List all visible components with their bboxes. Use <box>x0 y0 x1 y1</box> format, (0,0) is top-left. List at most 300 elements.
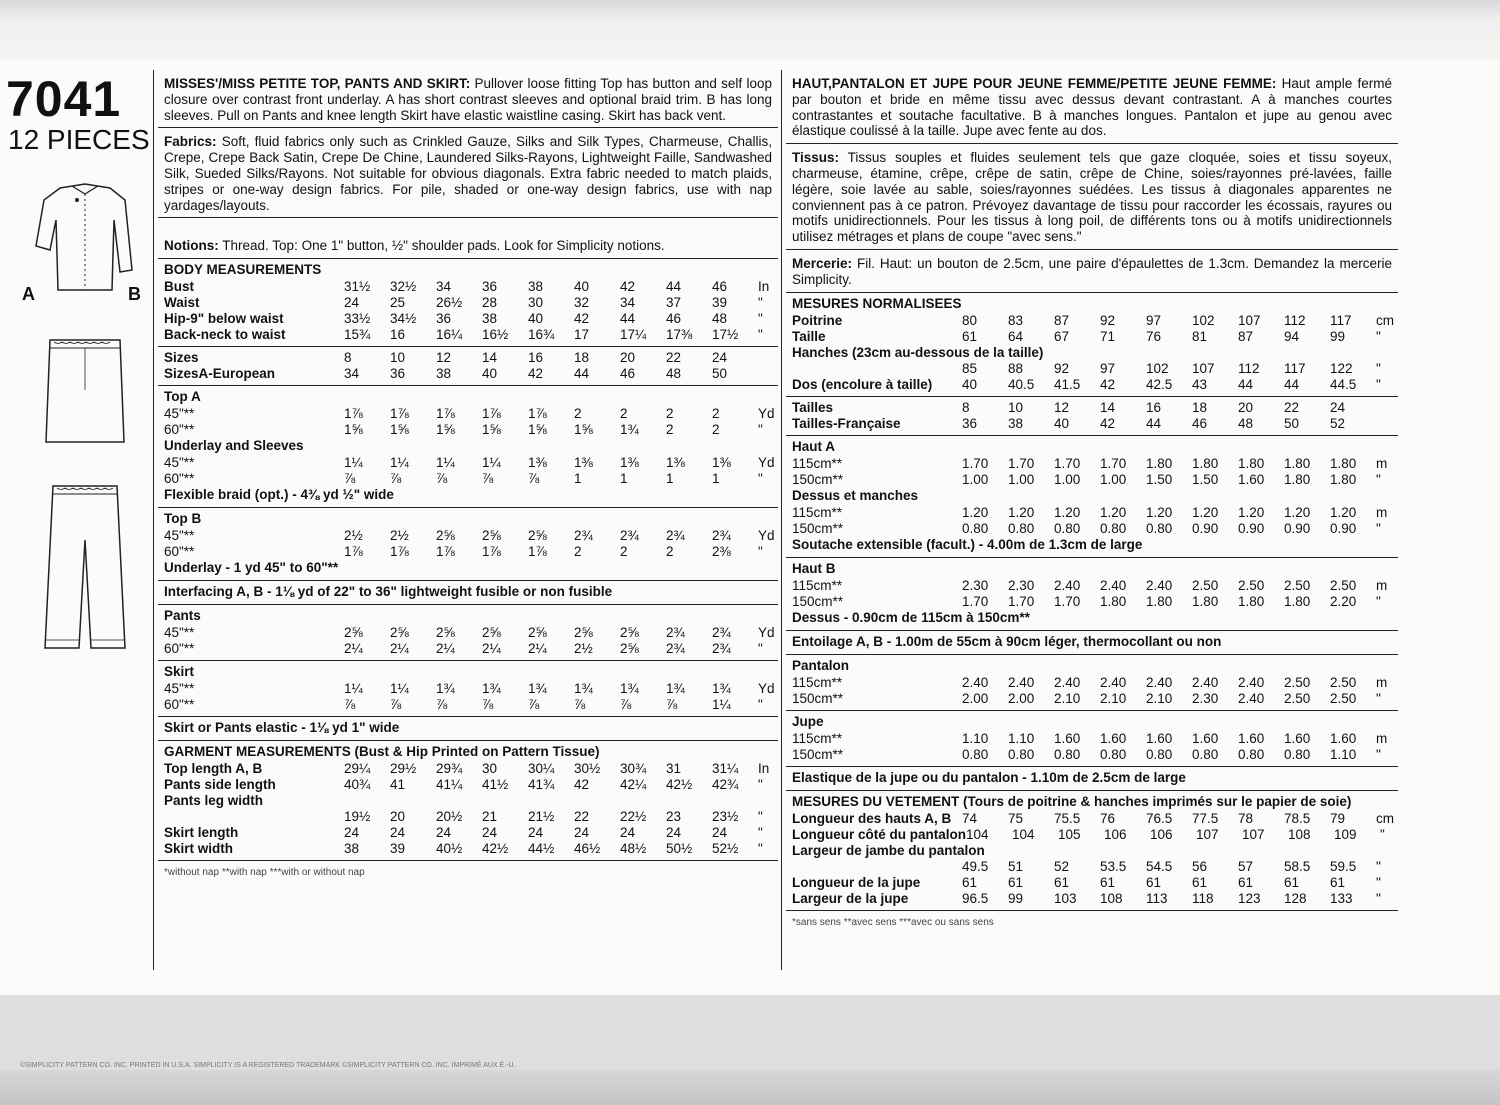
cell-value: 38 <box>344 841 360 857</box>
cell-value: " <box>1376 858 1381 874</box>
cell-value: 31½ <box>344 279 371 295</box>
row-values <box>962 875 1394 891</box>
underlay-table-en <box>164 455 774 487</box>
table-row <box>164 455 774 471</box>
cell-value: 2.40 <box>1054 674 1081 690</box>
table-row <box>164 841 774 857</box>
row-values <box>962 505 1394 521</box>
cell-value: 20½ <box>436 809 463 825</box>
cell-value: 1.20 <box>1330 504 1357 520</box>
cell-value: 1⅞ <box>528 544 547 560</box>
cell-value: " <box>758 422 763 438</box>
cell-value: 18 <box>1192 399 1208 415</box>
cell-value: 30 <box>482 761 498 777</box>
cell-value: 24 <box>528 825 544 841</box>
cell-value: m <box>1376 577 1388 593</box>
fabrics-text-en: Soft, fluid fabrics only such as Crinkled Gauze, Silks and Silk Types, Charmeuse, Challis, Crepe, Crepe Back Satin, Crepe De Chine, Laundered Silks-Rayons, Lightweight Faille, Sandwashed Silk, Sueded Silks/Rayons. Not suitable for obvious diagonals. Extra fabric needed to match plaids, stripes or one-way design fabrics. For pile, shaded or one-way design fabrics, use with nap yardages/layouts. <box>164 134 772 213</box>
cell-value: 2¾ <box>712 641 731 657</box>
cell-value: 1.80 <box>1100 593 1127 609</box>
pants-fr <box>786 655 1398 711</box>
cell-value: 1¾ <box>620 422 639 438</box>
cell-value: 0.80 <box>1284 746 1311 762</box>
row-values <box>344 697 774 713</box>
cell-value: 34 <box>344 366 360 382</box>
row-label: Poitrine <box>792 312 843 328</box>
row-values <box>344 825 774 841</box>
cell-value: 42 <box>1100 376 1116 392</box>
cell-value: 36 <box>962 415 978 431</box>
english-column <box>158 70 778 885</box>
table-row <box>792 456 1394 472</box>
row-values <box>962 329 1394 345</box>
row-values <box>962 456 1394 472</box>
row-label: 45"** <box>164 625 195 641</box>
cell-value: 12 <box>436 350 452 366</box>
top-a-en <box>158 386 778 508</box>
table-row <box>792 859 1394 875</box>
table-row <box>164 295 774 311</box>
cell-value <box>758 350 774 366</box>
row-values <box>962 416 1394 432</box>
cell-value: 16 <box>528 350 544 366</box>
row-label: Longueur des hauts A, B <box>792 810 952 826</box>
cell-value: 99 <box>1330 328 1346 344</box>
table-row <box>792 811 1394 827</box>
cell-value: 71 <box>1100 328 1116 344</box>
french-column <box>786 70 1398 934</box>
sizes-table-en <box>164 350 774 382</box>
cell-value: 92 <box>1100 312 1116 328</box>
cell-value: 40 <box>528 311 544 327</box>
cell-value: ⅞ <box>482 697 494 713</box>
cell-value: 29¼ <box>344 761 371 777</box>
cell-value: 2¾ <box>666 641 685 657</box>
garment-table-fr <box>792 811 1394 907</box>
row-label: Hip-9" below waist <box>164 311 284 327</box>
row-label: 115cm** <box>792 730 843 746</box>
cell-value: 20 <box>390 809 406 825</box>
cell-value: 29½ <box>390 761 417 777</box>
row-values <box>344 295 774 311</box>
row-label: Pants leg width <box>164 793 264 809</box>
row-label: 115cm** <box>792 674 843 690</box>
cell-value: 1.70 <box>1054 593 1081 609</box>
cell-value: 41¾ <box>528 777 555 793</box>
cell-value: 48 <box>712 311 728 327</box>
cell-value: 30 <box>528 295 544 311</box>
cell-value: 1⅞ <box>390 544 409 560</box>
cell-value: " <box>758 544 763 560</box>
top-illustration <box>30 180 140 300</box>
table-row <box>792 594 1394 610</box>
row-values <box>344 327 774 343</box>
cell-value: 24 <box>436 825 452 841</box>
cell-value: cm <box>1376 810 1394 826</box>
cell-value: 1.20 <box>1284 504 1311 520</box>
cell-value: 24 <box>1330 399 1346 415</box>
cell-value: 123 <box>1238 890 1261 906</box>
notions-en <box>158 232 778 259</box>
cell-value: 61 <box>1192 874 1208 890</box>
row-values <box>344 455 774 471</box>
cell-value: 20 <box>620 350 636 366</box>
body-heading-fr: MESURES NORMALISEES <box>792 295 962 311</box>
left-rule <box>153 70 154 970</box>
view-b-label: B <box>128 284 141 304</box>
cell-value: 24 <box>666 825 682 841</box>
cell-value: 46½ <box>574 841 601 857</box>
cell-value: 1⅝ <box>528 422 547 438</box>
cell-value: 29¾ <box>436 761 463 777</box>
cell-value: 1⅞ <box>528 406 547 422</box>
row-label: 150cm** <box>792 520 844 536</box>
row-label: Largeur de la jupe <box>792 890 909 906</box>
row-label: 45"** <box>164 455 195 471</box>
cell-value: 88 <box>1008 360 1024 376</box>
table-row <box>164 544 774 560</box>
cell-value: 41¼ <box>436 777 463 793</box>
cell-value: 61 <box>1146 874 1162 890</box>
cell-value: 99 <box>1008 890 1024 906</box>
cell-value: 42.5 <box>1146 376 1173 392</box>
cell-value: 23 <box>666 809 682 825</box>
cell-value: 1¼ <box>390 681 409 697</box>
row-values <box>962 675 1394 691</box>
row-label: Tailles <box>792 399 834 415</box>
table-row <box>164 697 774 713</box>
cell-value: 48½ <box>620 841 647 857</box>
row-label: 150cm** <box>792 593 844 609</box>
table-row <box>792 472 1394 488</box>
table-row <box>164 777 774 793</box>
cell-value: 42 <box>528 366 544 382</box>
interfacing-en <box>158 581 778 605</box>
cell-value: 8 <box>962 399 970 415</box>
cell-value: 2 <box>666 544 674 560</box>
cell-value: 16 <box>1146 399 1162 415</box>
row-values <box>344 279 774 295</box>
cell-value: 56 <box>1192 858 1208 874</box>
cell-value: 44 <box>1284 376 1300 392</box>
cell-value: 31¼ <box>712 761 739 777</box>
cell-value: 1⅝ <box>390 422 409 438</box>
notions-label-fr: Mercerie: <box>792 255 853 271</box>
row-values <box>962 891 1394 907</box>
cell-value: ⅞ <box>528 697 540 713</box>
cell-value: " <box>1376 890 1381 906</box>
title-fr: HAUT,PANTALON ET JUPE POUR JEUNE FEMME/PETITE JEUNE FEMME: <box>792 76 1277 91</box>
cell-value: 42 <box>574 311 590 327</box>
cell-value: 1.00 <box>1054 471 1081 487</box>
cell-value: 1⅜ <box>712 455 731 471</box>
cell-value: 96.5 <box>962 890 989 906</box>
cell-value: 2¼ <box>528 641 547 657</box>
cell-value: 102 <box>1146 360 1169 376</box>
row-label: 150cm** <box>792 690 844 706</box>
skirt-table-fr <box>792 731 1394 763</box>
pants-table-fr <box>792 675 1394 707</box>
cell-value: 32½ <box>390 279 417 295</box>
row-values <box>344 528 774 544</box>
cell-value: 117 <box>1284 360 1306 376</box>
cell-value: In <box>758 279 770 295</box>
row-values <box>962 578 1394 594</box>
table-row <box>792 691 1394 707</box>
cell-value: 25 <box>390 295 406 311</box>
cell-value: 51 <box>1008 858 1024 874</box>
row-label: 115cm** <box>792 577 843 593</box>
cell-value: 36 <box>482 279 498 295</box>
cell-value: 22 <box>574 809 590 825</box>
cell-value: 1.20 <box>1008 504 1035 520</box>
cell-value: 2½ <box>574 641 593 657</box>
table-row <box>164 366 774 382</box>
cell-value: 2.50 <box>1330 674 1357 690</box>
notions-label-en: Notions: <box>164 238 219 254</box>
cell-value: 1.80 <box>1284 455 1311 471</box>
table-row <box>164 793 774 809</box>
cell-value: 61 <box>1100 874 1116 890</box>
cell-value: 107 <box>1242 826 1265 842</box>
interfacing-fr <box>786 631 1398 655</box>
top-a-table-fr <box>792 456 1394 488</box>
skirt-heading-fr: Jupe <box>792 713 824 729</box>
cell-value: " <box>758 295 763 311</box>
table-row <box>164 350 774 366</box>
cell-value: 94 <box>1284 328 1300 344</box>
table-row <box>164 311 774 327</box>
cell-value: 2.10 <box>1146 690 1173 706</box>
cell-value: 1¼ <box>390 455 409 471</box>
cell-value: 41.5 <box>1054 376 1081 392</box>
cell-value: 46 <box>666 311 682 327</box>
cell-value: 24 <box>482 825 498 841</box>
cell-value: 113 <box>1146 890 1168 906</box>
table-row <box>792 827 1394 843</box>
cell-value: 61 <box>962 328 978 344</box>
cell-value: 2.40 <box>1146 577 1173 593</box>
underlay-heading-en: Underlay and Sleeves <box>164 438 304 454</box>
cell-value: 61 <box>1330 874 1346 890</box>
cell-value: 2 <box>620 406 628 422</box>
table-row <box>164 279 774 295</box>
cell-value: 44 <box>1146 415 1162 431</box>
cell-value: 78.5 <box>1284 810 1311 826</box>
cell-value: 28 <box>482 295 498 311</box>
row-values <box>962 594 1394 610</box>
braid-note-en: Flexible braid (opt.) - 4⅜ yd ½" wide <box>164 487 394 503</box>
cell-value: 40.5 <box>1008 376 1035 392</box>
cell-value: 49.5 <box>962 858 989 874</box>
cell-value: m <box>1376 674 1388 690</box>
cell-value: 17⅜ <box>666 327 693 343</box>
cell-value: " <box>1376 593 1381 609</box>
row-label: 60"** <box>164 544 195 560</box>
skirt-en <box>158 661 778 717</box>
skirt-illustration <box>40 330 130 450</box>
cell-value: ⅞ <box>436 471 448 487</box>
table-row <box>164 625 774 641</box>
cell-value: 34 <box>620 295 636 311</box>
table-row <box>792 675 1394 691</box>
cell-value: 16½ <box>482 327 509 343</box>
cell-value: 42½ <box>482 841 509 857</box>
row-label: Longueur côté du pantalon <box>792 826 966 842</box>
cell-value: 1¾ <box>436 681 455 697</box>
cell-value: 2.00 <box>962 690 989 706</box>
cell-value: 1⅜ <box>620 455 639 471</box>
cell-value: 36 <box>436 311 452 327</box>
fabrics-label-en: Fabrics: <box>164 134 217 150</box>
cell-value: 22½ <box>620 809 647 825</box>
cell-value: 1.60 <box>1100 730 1127 746</box>
cell-value: 0.90 <box>1192 520 1219 536</box>
table-row <box>164 761 774 777</box>
cell-value: 67 <box>1054 328 1070 344</box>
row-values <box>962 521 1394 537</box>
pattern-number: 7041 <box>6 71 122 127</box>
skirt-table-en <box>164 681 774 713</box>
cell-value: 30¾ <box>620 761 647 777</box>
cell-value: 40 <box>962 376 978 392</box>
cell-value: 18 <box>574 350 590 366</box>
cell-value: 0.80 <box>1192 746 1219 762</box>
cell-value: 46 <box>620 366 636 382</box>
cell-value: 2⅝ <box>620 625 639 641</box>
cell-value: 1.80 <box>1284 593 1311 609</box>
garment-measurements-fr <box>786 791 1398 911</box>
cell-value: 2¾ <box>666 625 685 641</box>
cell-value: 14 <box>482 350 498 366</box>
description-fr <box>786 70 1398 144</box>
cell-value: 38 <box>482 311 498 327</box>
cell-value: 133 <box>1330 890 1353 906</box>
cell-value: 44 <box>1238 376 1254 392</box>
cell-value: 22 <box>1284 399 1300 415</box>
cell-value: 2.40 <box>1146 674 1173 690</box>
cell-value: 0.80 <box>962 746 989 762</box>
cell-value: 39 <box>712 295 728 311</box>
cell-value: 103 <box>1054 890 1077 906</box>
cell-value: 1.10 <box>1330 746 1357 762</box>
row-label: Top length A, B <box>164 761 263 777</box>
underlay-note-fr: Dessus - 0.90cm de 115cm à 150cm** <box>792 609 1030 625</box>
table-row <box>792 875 1394 891</box>
cell-value: 2 <box>712 422 720 438</box>
garment-table-en <box>164 761 774 857</box>
cell-value: 1¾ <box>620 681 639 697</box>
cell-value: 32 <box>574 295 590 311</box>
cell-value: 1.80 <box>1146 455 1173 471</box>
cell-value: 1.10 <box>1008 730 1035 746</box>
cell-value: 2.50 <box>1284 674 1311 690</box>
table-row <box>164 809 774 825</box>
row-values <box>344 681 774 697</box>
cell-value: 1.70 <box>962 593 989 609</box>
cell-value: 0.80 <box>1008 746 1035 762</box>
cell-value: 31 <box>666 761 682 777</box>
cell-value: 42 <box>620 279 636 295</box>
cell-value: 0.80 <box>1100 746 1127 762</box>
cell-value: 1¾ <box>712 681 731 697</box>
cell-value: 105 <box>1058 826 1081 842</box>
row-label: 150cm** <box>792 471 844 487</box>
cell-value: " <box>1376 746 1381 762</box>
cell-value: 26½ <box>436 295 463 311</box>
cell-value: 20 <box>1238 399 1254 415</box>
row-values <box>962 313 1394 329</box>
row-values <box>962 691 1394 707</box>
cell-value: 34 <box>436 279 452 295</box>
cell-value: 36 <box>390 366 406 382</box>
row-values <box>344 406 774 422</box>
cell-value: 77.5 <box>1192 810 1219 826</box>
cell-value: 17½ <box>712 327 739 343</box>
cell-value: 46 <box>1192 415 1208 431</box>
top-b-fr <box>786 558 1398 631</box>
cell-value: 1.60 <box>1284 730 1311 746</box>
fabrics-label-fr: Tissus: <box>792 150 840 166</box>
cell-value: 34½ <box>390 311 417 327</box>
notions-text-fr: Fil. Haut: un bouton de 2.5cm, une paire d'épaulettes de 1.3cm. Demandez la mercerie Simplicity. <box>792 255 1392 287</box>
cell-value: m <box>1376 504 1388 520</box>
cell-value: 1⅞ <box>482 544 501 560</box>
cell-value: " <box>1380 826 1385 842</box>
table-row <box>164 681 774 697</box>
cell-value: 108 <box>1288 826 1311 842</box>
underlay-table-fr <box>792 505 1394 537</box>
row-values <box>344 311 774 327</box>
skirt-fr <box>786 711 1398 767</box>
cell-value: 1¾ <box>574 681 593 697</box>
table-row <box>164 641 774 657</box>
cell-value: 2¼ <box>436 641 455 657</box>
cell-value: 75.5 <box>1054 810 1081 826</box>
table-row <box>792 747 1394 763</box>
table-row <box>792 731 1394 747</box>
cell-value: m <box>1376 455 1388 471</box>
garment-measurements-en <box>158 741 778 861</box>
row-label: 45"** <box>164 406 195 422</box>
cell-value: Yd <box>758 455 775 471</box>
cell-value: 0.90 <box>1284 520 1311 536</box>
cell-value: 0.80 <box>1054 746 1081 762</box>
cell-value: " <box>1376 360 1381 376</box>
cell-value: 1.00 <box>1100 471 1127 487</box>
cell-value: 1.10 <box>962 730 989 746</box>
cell-value: 128 <box>1284 890 1307 906</box>
cell-value: 107 <box>1196 826 1219 842</box>
cell-value: 107 <box>1238 312 1261 328</box>
cell-value: 1.60 <box>1146 730 1173 746</box>
cell-value: 2.40 <box>1008 674 1035 690</box>
cell-value: 80 <box>962 312 978 328</box>
cell-value: 52 <box>1330 415 1346 431</box>
cell-value: 0.80 <box>1008 520 1035 536</box>
cell-value: 112 <box>1238 360 1260 376</box>
cell-value: 1¼ <box>344 455 363 471</box>
cell-value <box>1376 416 1394 432</box>
cell-value: 2⅝ <box>574 625 593 641</box>
row-label: Largeur de jambe du pantalon <box>792 842 985 858</box>
cell-value: 2.40 <box>1238 690 1265 706</box>
notions-text-en: Thread. Top: One 1" button, ½" shoulder pads. Look for Simplicity notions. <box>222 238 665 254</box>
cell-value: 30¼ <box>528 761 555 777</box>
cell-value: 37 <box>666 295 682 311</box>
cell-value: 1⅞ <box>344 544 363 560</box>
top-b-table-fr <box>792 578 1394 610</box>
cell-value: 108 <box>1100 890 1123 906</box>
